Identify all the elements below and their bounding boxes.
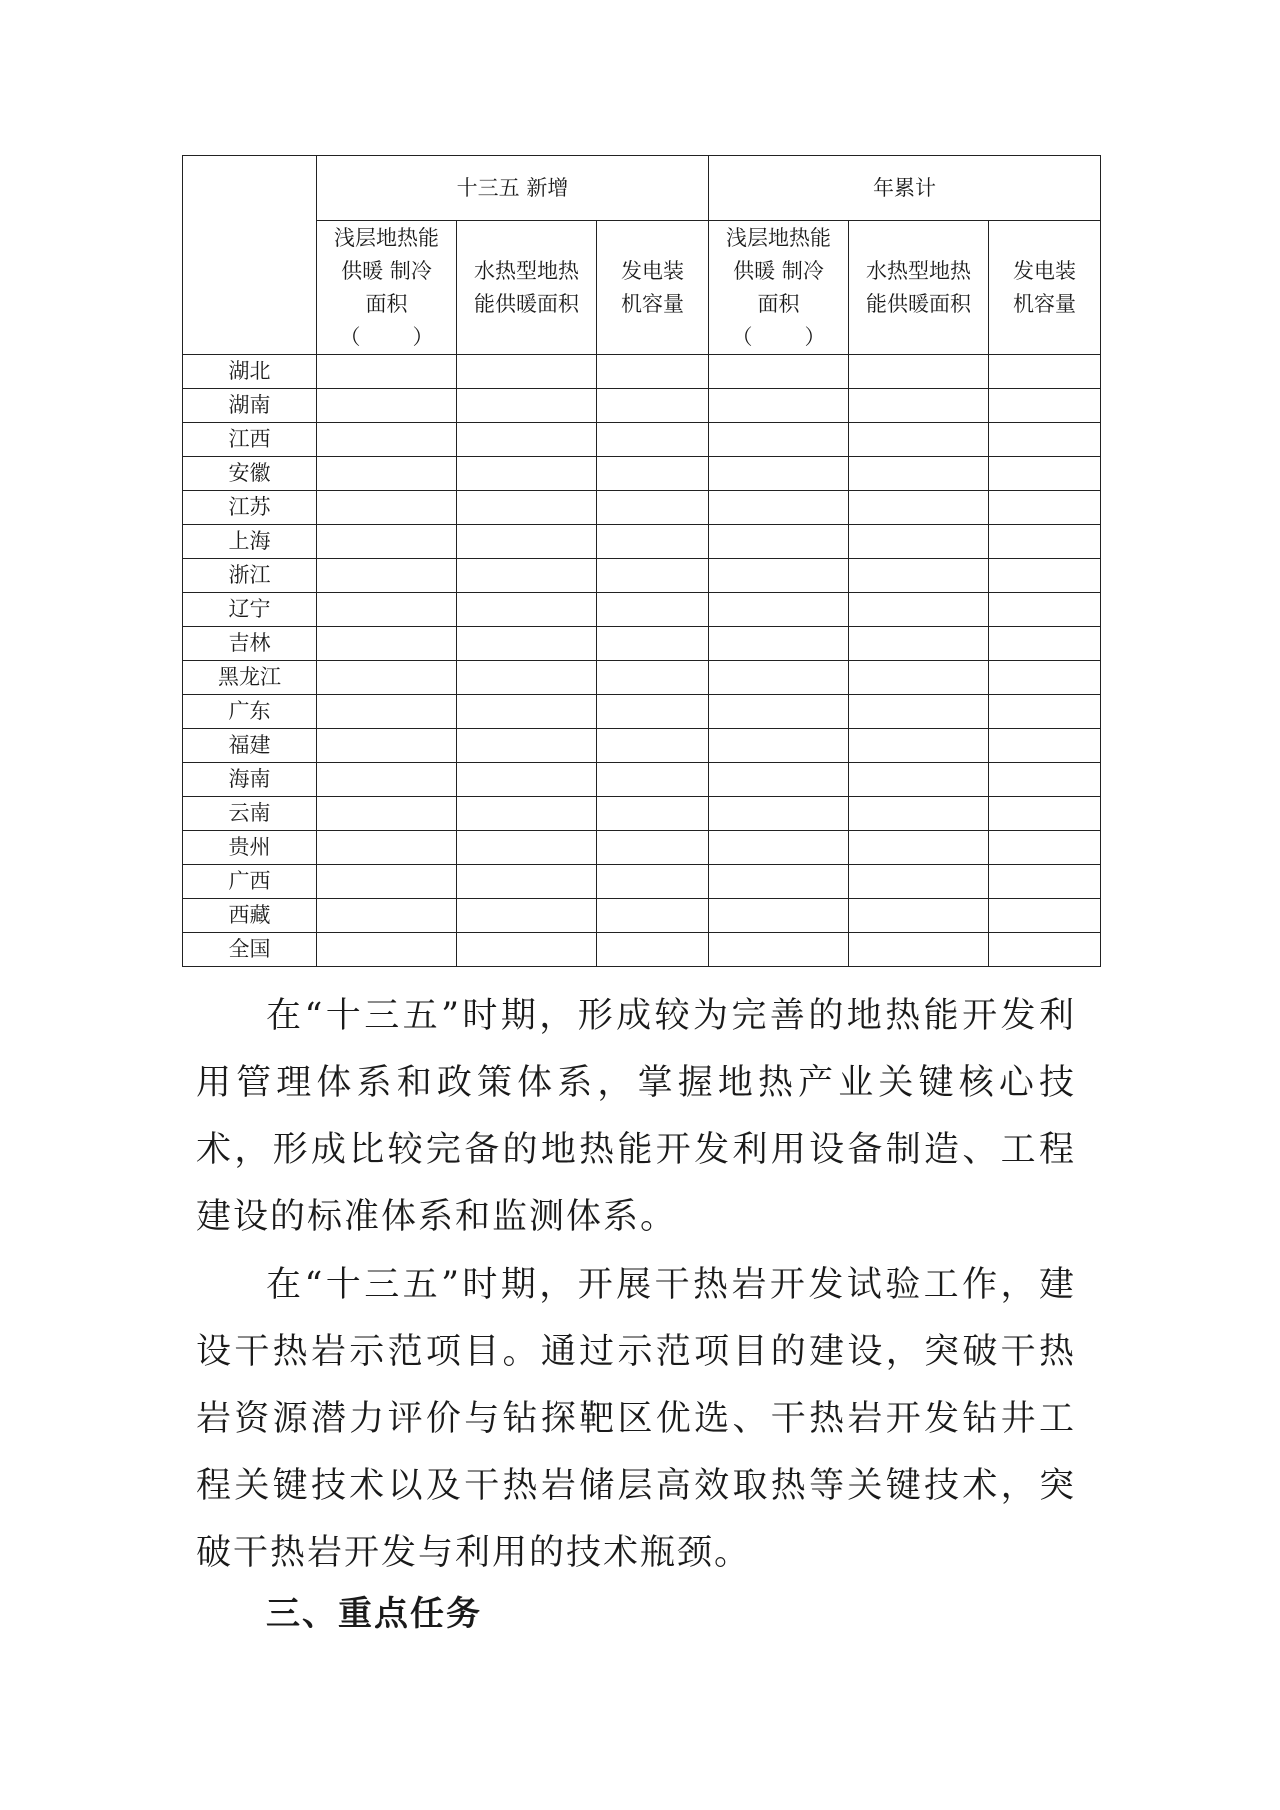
empty-data-cell xyxy=(457,423,597,457)
empty-data-cell xyxy=(989,457,1101,491)
sub-header-line: 能供暖面积 xyxy=(866,291,971,316)
sub-header-line: 发电装 xyxy=(1013,258,1076,283)
region-label: 吉林 xyxy=(183,627,317,661)
table-row xyxy=(183,627,1101,661)
table-row xyxy=(183,797,1101,831)
empty-data-cell xyxy=(849,525,989,559)
sub-header-line: 水热型地热 xyxy=(474,258,579,283)
empty-data-cell xyxy=(317,355,457,389)
empty-data-cell xyxy=(709,729,849,763)
empty-data-cell xyxy=(597,355,709,389)
body-paragraph: 在“十三五”时期，形成较为完善的地热能开发利用管理体系和政策体系，掌握地热产业关键核心技术，形成比较完备的地热能开发利用设备制造、工程建设的标准体系和监测体系。 xyxy=(196,996,1076,1237)
region-label: 浙江 xyxy=(183,559,317,593)
empty-data-cell xyxy=(849,593,989,627)
empty-data-cell xyxy=(457,695,597,729)
empty-data-cell xyxy=(989,661,1101,695)
empty-data-cell xyxy=(709,457,849,491)
region-label: 江苏 xyxy=(183,491,317,525)
empty-data-cell xyxy=(457,899,597,933)
empty-data-cell xyxy=(597,797,709,831)
empty-data-cell xyxy=(849,797,989,831)
empty-data-cell xyxy=(317,559,457,593)
body-paragraph: 在“十三五”时期，开展干热岩开发试验工作，建设干热岩示范项目。通过示范项目的建设，突破干热岩资源潜力评价与钻探靶区优选、干热岩开发钻井工程关键技术以及干热岩储层高效取热等关键技术，突破干热岩开发与利用的技术瓶颈。 xyxy=(196,1265,1076,1573)
empty-data-cell xyxy=(597,423,709,457)
sub-header-line: 浅层地热能 xyxy=(726,225,831,250)
empty-data-cell xyxy=(849,627,989,661)
empty-data-cell xyxy=(989,423,1101,457)
table-row xyxy=(183,729,1101,763)
empty-data-cell xyxy=(849,763,989,797)
sub-header-line: 发电装 xyxy=(621,258,684,283)
empty-data-cell xyxy=(989,729,1101,763)
empty-data-cell xyxy=(849,729,989,763)
empty-data-cell xyxy=(709,423,849,457)
empty-data-cell xyxy=(317,661,457,695)
empty-data-cell xyxy=(457,593,597,627)
sub-header-line: 面积 xyxy=(365,291,408,316)
empty-data-cell xyxy=(989,695,1101,729)
table-row xyxy=(183,933,1101,967)
empty-data-cell xyxy=(457,729,597,763)
empty-data-cell xyxy=(849,933,989,967)
region-label: 湖南 xyxy=(183,389,317,423)
empty-data-cell xyxy=(989,763,1101,797)
empty-data-cell xyxy=(597,831,709,865)
empty-data-cell xyxy=(709,627,849,661)
unit-parentheses: （ ） xyxy=(731,324,826,349)
empty-data-cell xyxy=(709,933,849,967)
empty-data-cell xyxy=(989,831,1101,865)
empty-data-cell xyxy=(709,899,849,933)
region-label: 云南 xyxy=(183,797,317,831)
empty-data-cell xyxy=(849,831,989,865)
sub-header-line: 机容量 xyxy=(621,291,684,316)
empty-data-cell xyxy=(317,491,457,525)
empty-data-cell xyxy=(317,797,457,831)
empty-data-cell xyxy=(849,457,989,491)
empty-data-cell xyxy=(709,695,849,729)
empty-data-cell xyxy=(849,559,989,593)
region-label: 贵州 xyxy=(183,831,317,865)
sub-header-line: 能供暖面积 xyxy=(474,291,579,316)
region-label: 福建 xyxy=(183,729,317,763)
empty-data-cell xyxy=(989,355,1101,389)
empty-data-cell xyxy=(457,355,597,389)
empty-data-cell xyxy=(597,729,709,763)
table-body xyxy=(183,355,1101,967)
empty-data-cell xyxy=(989,593,1101,627)
empty-data-cell xyxy=(849,899,989,933)
empty-data-cell xyxy=(989,865,1101,899)
table-row xyxy=(183,491,1101,525)
empty-data-cell xyxy=(709,865,849,899)
group-header-new: 十三五 新增 xyxy=(317,156,709,221)
section-heading: 三、重点任务 xyxy=(266,1594,482,1634)
region-label: 西藏 xyxy=(183,899,317,933)
table-row xyxy=(183,525,1101,559)
empty-data-cell xyxy=(849,865,989,899)
table-row xyxy=(183,899,1101,933)
table-group-header-row xyxy=(183,156,1101,221)
empty-data-cell xyxy=(597,865,709,899)
empty-data-cell xyxy=(597,491,709,525)
empty-data-cell xyxy=(317,593,457,627)
sub-header-line: 机容量 xyxy=(1013,291,1076,316)
sub-header-cell xyxy=(457,221,597,355)
table-row xyxy=(183,661,1101,695)
table-row xyxy=(183,865,1101,899)
empty-data-cell xyxy=(989,559,1101,593)
empty-data-cell xyxy=(457,831,597,865)
empty-data-cell xyxy=(317,627,457,661)
empty-data-cell xyxy=(457,865,597,899)
empty-data-cell xyxy=(989,899,1101,933)
empty-data-cell xyxy=(457,525,597,559)
empty-data-cell xyxy=(597,525,709,559)
empty-data-cell xyxy=(597,559,709,593)
empty-data-cell xyxy=(709,831,849,865)
empty-data-cell xyxy=(597,899,709,933)
empty-data-cell xyxy=(597,763,709,797)
empty-data-cell xyxy=(457,457,597,491)
empty-data-cell xyxy=(597,695,709,729)
empty-data-cell xyxy=(709,661,849,695)
geothermal-target-table xyxy=(182,155,1101,967)
empty-data-cell xyxy=(989,627,1101,661)
table-row xyxy=(183,423,1101,457)
empty-data-cell xyxy=(457,661,597,695)
empty-data-cell xyxy=(709,763,849,797)
empty-data-cell xyxy=(709,389,849,423)
region-label: 广东 xyxy=(183,695,317,729)
unit-parentheses: （ ） xyxy=(339,324,434,349)
sub-header-line: 供暖 制冷 xyxy=(341,258,432,283)
sub-header-line: 面积 xyxy=(757,291,800,316)
empty-data-cell xyxy=(457,797,597,831)
empty-data-cell xyxy=(709,593,849,627)
empty-data-cell xyxy=(989,525,1101,559)
empty-data-cell xyxy=(317,457,457,491)
sub-header-cell xyxy=(849,221,989,355)
empty-data-cell xyxy=(457,491,597,525)
empty-data-cell xyxy=(709,525,849,559)
empty-data-cell xyxy=(709,559,849,593)
sub-header-cell xyxy=(597,221,709,355)
sub-header-cell xyxy=(989,221,1101,355)
empty-data-cell xyxy=(317,865,457,899)
sub-header-line: 浅层地热能 xyxy=(334,225,439,250)
table-row xyxy=(183,695,1101,729)
empty-data-cell xyxy=(597,457,709,491)
table-row xyxy=(183,355,1101,389)
table-row xyxy=(183,389,1101,423)
empty-data-cell xyxy=(317,389,457,423)
region-label: 辽宁 xyxy=(183,593,317,627)
empty-data-cell xyxy=(709,491,849,525)
empty-data-cell xyxy=(317,423,457,457)
empty-data-cell xyxy=(849,695,989,729)
region-label: 湖北 xyxy=(183,355,317,389)
empty-data-cell xyxy=(317,831,457,865)
empty-data-cell xyxy=(989,797,1101,831)
region-label: 江西 xyxy=(183,423,317,457)
region-label: 安徽 xyxy=(183,457,317,491)
empty-data-cell xyxy=(317,729,457,763)
empty-data-cell xyxy=(317,525,457,559)
empty-data-cell xyxy=(317,763,457,797)
region-label: 全国 xyxy=(183,933,317,967)
empty-data-cell xyxy=(709,355,849,389)
table-row xyxy=(183,593,1101,627)
empty-data-cell xyxy=(989,933,1101,967)
empty-data-cell xyxy=(317,933,457,967)
empty-data-cell xyxy=(457,389,597,423)
empty-data-cell xyxy=(457,763,597,797)
region-label: 广西 xyxy=(183,865,317,899)
empty-data-cell xyxy=(709,797,849,831)
empty-data-cell xyxy=(317,899,457,933)
empty-data-cell xyxy=(457,559,597,593)
table-row xyxy=(183,457,1101,491)
table-row xyxy=(183,763,1101,797)
region-label: 海南 xyxy=(183,763,317,797)
empty-data-cell xyxy=(457,627,597,661)
table-sub-header-row xyxy=(183,221,1101,355)
empty-data-cell xyxy=(849,355,989,389)
empty-data-cell xyxy=(989,491,1101,525)
empty-data-cell xyxy=(849,491,989,525)
sub-header-line: 供暖 制冷 xyxy=(733,258,824,283)
empty-data-cell xyxy=(849,423,989,457)
empty-data-cell xyxy=(849,661,989,695)
region-label: 上海 xyxy=(183,525,317,559)
sub-header-cell xyxy=(709,221,849,355)
empty-data-cell xyxy=(597,627,709,661)
table-row xyxy=(183,831,1101,865)
empty-data-cell xyxy=(317,695,457,729)
region-label: 黑龙江 xyxy=(183,661,317,695)
region-header-cell xyxy=(183,156,317,355)
empty-data-cell xyxy=(597,933,709,967)
table-row xyxy=(183,559,1101,593)
group-header-cumulative: 年累计 xyxy=(709,156,1101,221)
empty-data-cell xyxy=(989,389,1101,423)
sub-header-cell xyxy=(317,221,457,355)
empty-data-cell xyxy=(457,933,597,967)
empty-data-cell xyxy=(597,661,709,695)
empty-data-cell xyxy=(597,389,709,423)
empty-data-cell xyxy=(597,593,709,627)
empty-data-cell xyxy=(849,389,989,423)
sub-header-line: 水热型地热 xyxy=(866,258,971,283)
